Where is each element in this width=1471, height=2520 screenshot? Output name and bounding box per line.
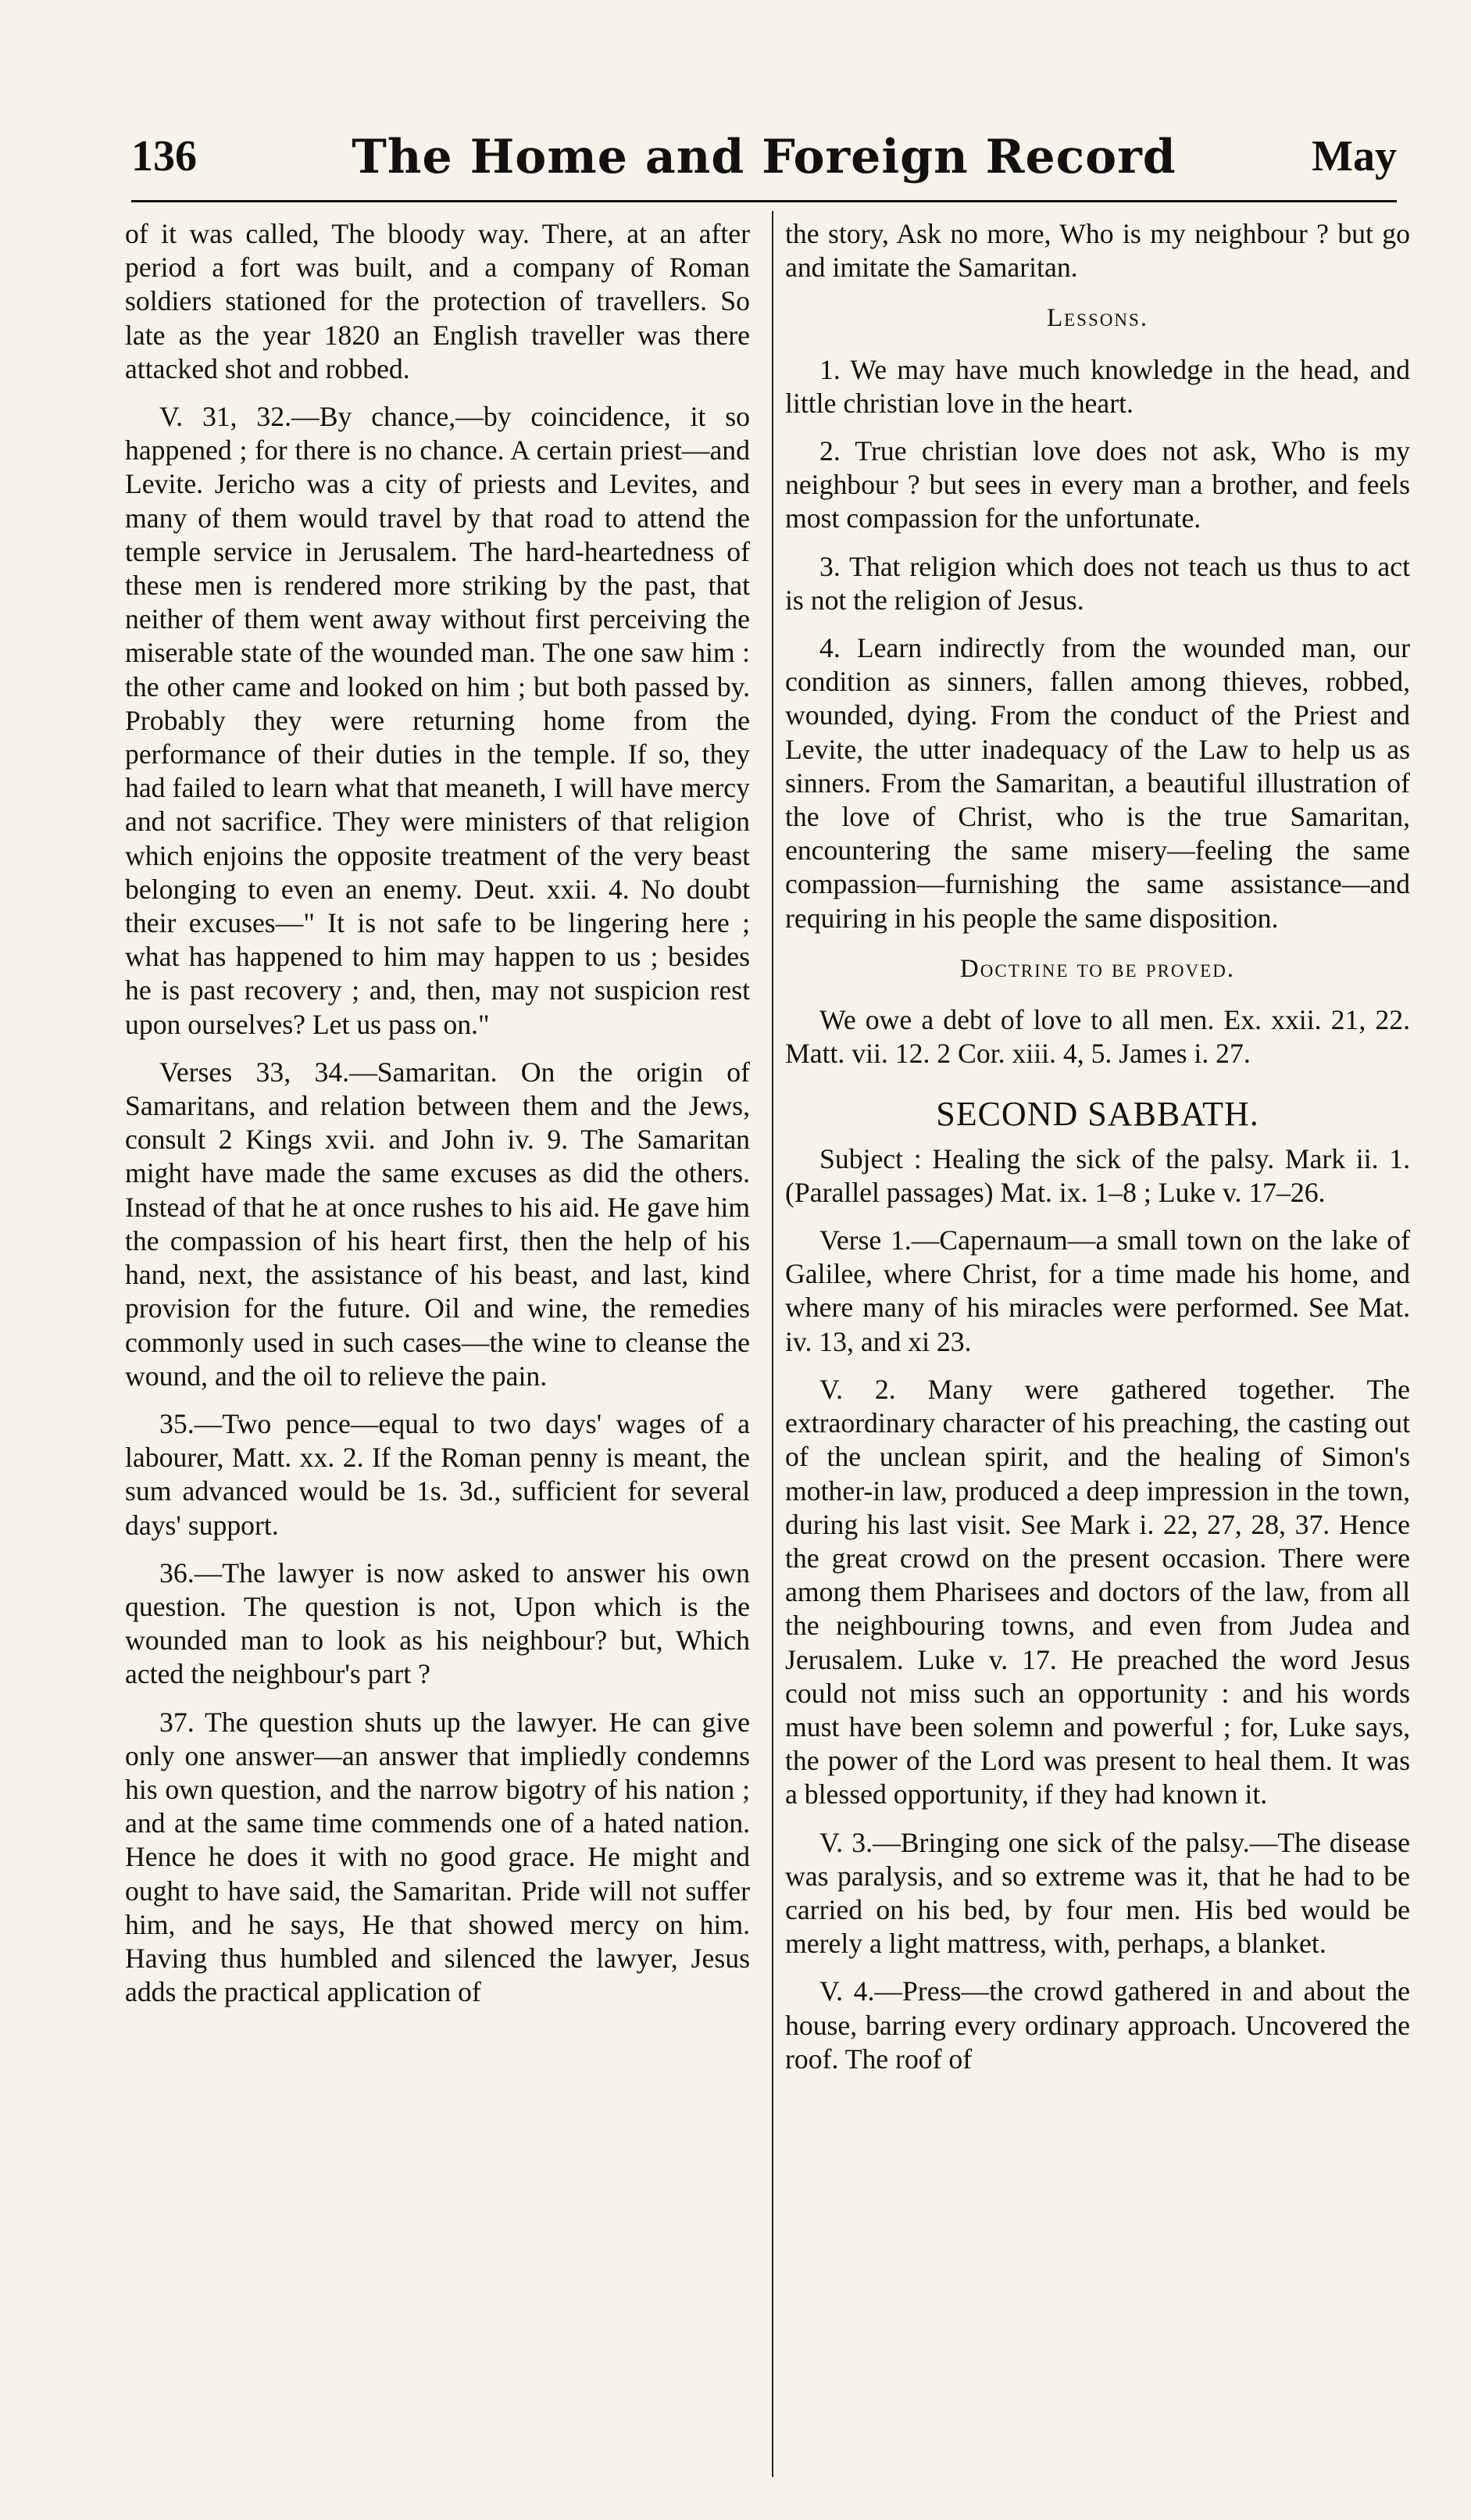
left-column bbox=[125, 217, 750, 2023]
paragraph: V. 31, 32.—By chance,—by coincidence, it so happened ; for there is no chance. A certain priest—and Levite. Jericho was a city of priests and Levites, and many of them would travel by that road to attend the temple service in Jerusalem. The hard-heartedness of these men is rendered more striking by the past, that neither of them went away without first perceiving the miserable state of the wounded man. The one saw him : the other came and looked on him ; but both passed by. Probably they were returning home from the performance of their duties in the temple. If so, they had failed to learn what that meaneth, I will have mercy and not sacrifice. They were ministers of that religion which enjoins the opposite treatment of the very beast belonging to even an enemy. Deut. xxii. 4. No doubt their excuses—" It is not safe to be lingering here ; what has happened to him may happen to us ; besides he is past recovery ; and, then, may not suspicion rest upon ourselves? Let us pass on." bbox=[125, 401, 750, 1040]
running-header bbox=[131, 131, 1397, 194]
paragraph: 37. The question shuts up the lawyer. He can give only one answer—an answer that impliedly condemns his own question, and the narrow bigotry of his nation ; and at the same time commends one of a hated nation. Hence he does it with no good grace. He might and ought to have said, the Samaritan. Pride will not suffer him, and he says, He that showed mercy on him. Having thus humbled and silenced the lawyer, Jesus adds the practical application of bbox=[125, 1706, 750, 2008]
doctrine-heading: Doctrine to be proved. bbox=[959, 954, 1236, 983]
paragraph: the story, Ask no more, Who is my neighbour ? but go and imitate the Samaritan. bbox=[785, 218, 1410, 284]
right-column bbox=[785, 217, 1410, 2090]
lessons-heading: Lessons. bbox=[1046, 304, 1149, 333]
column-divider bbox=[772, 211, 773, 2477]
paragraph: Verse 1.—Capernaum—a small town on the lake of Galilee, where Christ, for a time made his home, and where many of his miracles were performed. See Mat. iv. 13, and xi 23. bbox=[785, 1224, 1410, 1357]
paragraph: 35.—Two pence—equal to two days' wages of a labourer, Matt. xx. 2. If the Roman penny is meant, the sum advanced would be 1s. 3d., sufficient for several days' support. bbox=[125, 1407, 750, 1541]
section-heading: SECOND SABBATH. bbox=[936, 1095, 1259, 1134]
lesson-item: 2. True christian love does not ask, Who is my neighbour ? but sees in every man a brother, and feels most compassion for the unfortunate. bbox=[785, 435, 1410, 534]
paragraph: V. 4.—Press—the crowd gathered in and about the house, barring every ordinary approach. Uncovered the roof. The roof of bbox=[785, 1975, 1410, 2075]
paragraph: of it was called, The bloody way. There, at an after period a fort was built, and a company of Roman soldiers stationed for the protection of travellers. So late as the year 1820 an English traveller was there attacked shot and robbed. bbox=[125, 218, 750, 384]
lesson-item: 4. Learn indirectly from the wounded man, our condition as sinners, fallen among thieves, robbed, wounded, dying. From the conduct of the Priest and Levite, the utter inadequacy of the Law to help us as sinners. From the Samaritan, a beautiful illustration of the love of Christ, who is the true Samaritan, encountering the same misery—feeling the same compassion—furnishing the same assistance—and requiring in his people the same disposition. bbox=[785, 632, 1410, 934]
doctrine-text: We owe a debt of love to all men. Ex. xxii. 21, 22. Matt. vii. 12. 2 Cor. xiii. 4, 5. James i. 27. bbox=[785, 1004, 1410, 1070]
issue-month: May bbox=[1312, 132, 1397, 181]
lesson-item: 3. That religion which does not teach us thus to act is not the religion of Jesus. bbox=[785, 550, 1410, 616]
lesson-item: 1. We may have much knowledge in the head, and little christian love in the heart. bbox=[785, 353, 1410, 419]
paragraph: Verses 33, 34.—Samaritan. On the origin of Samaritans, and relation between them and the Jews, consult 2 Kings xvii. and John iv. 9. The Samaritan might have made the same excuses as did the others. Instead of that he at once rushes to his aid. He gave him the compassion of his heart first, then the help of his hand, next, the assistance of his beast, and last, kind provision for the future. Oil and wine, the remedies commonly used in such cases—the wine to cleanse the wound, and the oil to relieve the pain. bbox=[125, 1056, 750, 1392]
page-number: 136 bbox=[131, 132, 197, 181]
paragraph: V. 2. Many were gathered together. The extraordinary character of his preaching, the casting out of the unclean spirit, and the healing of Simon's mother-in law, produced a deep impression in the town, during his last visit. See Mark i. 22, 27, 28, 37. Hence the great crowd on the present occasion. There were among them Pharisees and doctors of the law, from all the neighbouring towns, and even from Judea and Jerusalem. Luke v. 17. He preached the word Jesus could not miss such an opportunity : and his words must have been solemn and powerful ; for, Luke says, the power of the Lord was present to heal them. It was a blessed opportunity, if they had known it. bbox=[785, 1373, 1410, 1810]
paragraph: 36.—The lawyer is now asked to answer his own question. The question is not, Upon which is the wounded man to look as his neighbour? but, Which acted the neighbour's part ? bbox=[125, 1557, 750, 1690]
paragraph: Subject : Healing the sick of the palsy. Mark ii. 1. (Parallel passages) Mat. ix. 1–8 ; Luke v. 17–26. bbox=[785, 1142, 1410, 1208]
header-rule bbox=[131, 200, 1397, 202]
paragraph: V. 3.—Bringing one sick of the palsy.—The disease was paralysis, and so extreme was it, that he had to be carried on his bed, by four men. His bed would be merely a light mattress, with, perhaps, a blanket. bbox=[785, 1826, 1410, 1960]
journal-title: The Home and Foreign Record bbox=[352, 130, 1176, 184]
